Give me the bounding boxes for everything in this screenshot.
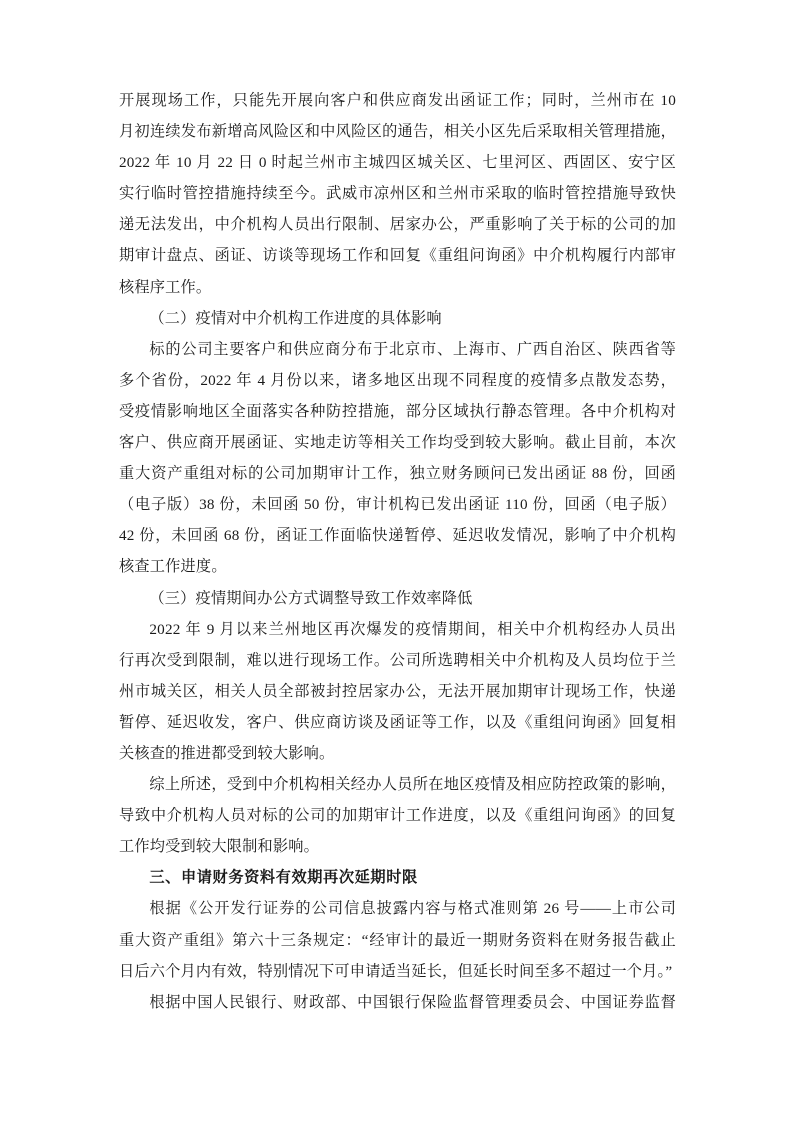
text-line: 实行临时管控措施持续至今。武威市凉州区和兰州市采取的临时管控措施导致快: [119, 185, 676, 203]
text-line: 州市城关区，相关人员全部被封控居家办公，无法开展加期审计现场工作，快递: [119, 682, 676, 700]
text-line: 开展现场工作，只能先开展向客户和供应商发出函证工作；同时，兰州市在 10: [119, 92, 676, 109]
text-line: 月初连续发布新增高风险区和中风险区的通告，相关小区先后采取相关管理措施，: [119, 123, 676, 141]
text-line: 2022 年 10 月 22 日 0 时起兰州市主城四区城关区、七里河区、西固区、安宁区: [119, 154, 676, 172]
subsection-heading-paragraph: [119, 303, 676, 334]
body-paragraph: [119, 769, 676, 862]
text-line: 标的公司主要客户和供应商分布于北京市、上海市、广西自治区、陕西省等: [149, 340, 676, 358]
body-paragraph: [119, 614, 676, 769]
document-text-block: [119, 85, 676, 1018]
text-line: 受疫情影响地区全面落实各种防控措施，部分区域执行静态管理。各中介机构对: [119, 402, 676, 420]
text-line: 多个省份，2022 年 4 月份以来，诸多地区出现不同程度的疫情多点散发态势，: [119, 371, 676, 389]
body-paragraph: [119, 893, 676, 986]
text-line: 导致中介机构人员对标的公司的加期审计工作进度，以及《重组问询函》的回复: [119, 807, 676, 825]
body-paragraph: [119, 334, 676, 583]
text-line: 关核查的推进都受到较大影响。: [119, 744, 335, 762]
subsection-heading: （二）疫情对中介机构工作进度的具体影响: [149, 309, 442, 327]
text-line: 核程序工作。: [119, 278, 212, 296]
text-line: 日后六个月内有效，特别情况下可申请适当延长，但延长时间至多不超过一个月。”: [119, 962, 673, 980]
text-line: 工作均受到较大限制和影响。: [119, 838, 320, 856]
text-line: （电子版）38 份，未回函 50 份，审计机构已发出函证 110 份，回函（电子版）: [119, 496, 676, 514]
text-line: 递无法发出，中介机构人员出行限制、居家办公，严重影响了关于标的公司的加: [119, 216, 676, 234]
text-line: 核查工作进度。: [119, 558, 227, 576]
text-line: 根据中国人民银行、财政部、中国银行保险监督管理委员会、中国证券监督: [149, 993, 676, 1011]
text-line: 2022 年 9 月以来兰州地区再次爆发的疫情期间，相关中介机构经办人员出: [149, 620, 676, 638]
text-line: 重大资产重组》第六十三条规定：“经审计的最近一期财务资料在财务报告截止: [119, 931, 676, 949]
subsection-heading-paragraph: [119, 583, 676, 614]
text-line: 重大资产重组对标的公司加期审计工作，独立财务顾问已发出函证 88 份，回函: [119, 465, 676, 483]
body-paragraph: [119, 987, 676, 1018]
subsection-heading: （三）疫情期间办公方式调整导致工作效率降低: [149, 589, 473, 607]
text-line: 42 份，未回函 68 份，函证工作面临快递暂停、延迟收发情况，影响了中介机构: [119, 527, 676, 545]
text-line: 暂停、延迟收发，客户、供应商访谈及函证等工作，以及《重组问询函》回复相: [119, 713, 676, 731]
body-paragraph: [119, 85, 676, 303]
section-heading: 三、申请财务资料有效期再次延期时限: [149, 869, 418, 887]
section-heading-paragraph: [119, 862, 676, 893]
text-line: 客户、供应商开展函证、实地走访等相关工作均受到较大影响。截止目前，本次: [119, 434, 676, 452]
text-line: 行再次受到限制，难以进行现场工作。公司所选聘相关中介机构及人员均位于兰: [119, 651, 676, 669]
text-line: 根据《公开发行证券的公司信息披露内容与格式准则第 26 号——上市公司: [149, 900, 676, 918]
text-line: 期审计盘点、函证、访谈等现场工作和回复《重组问询函》中介机构履行内部审: [119, 247, 676, 265]
text-line: 综上所述，受到中介机构相关经办人员所在地区疫情及相应防控政策的影响，: [149, 776, 676, 794]
